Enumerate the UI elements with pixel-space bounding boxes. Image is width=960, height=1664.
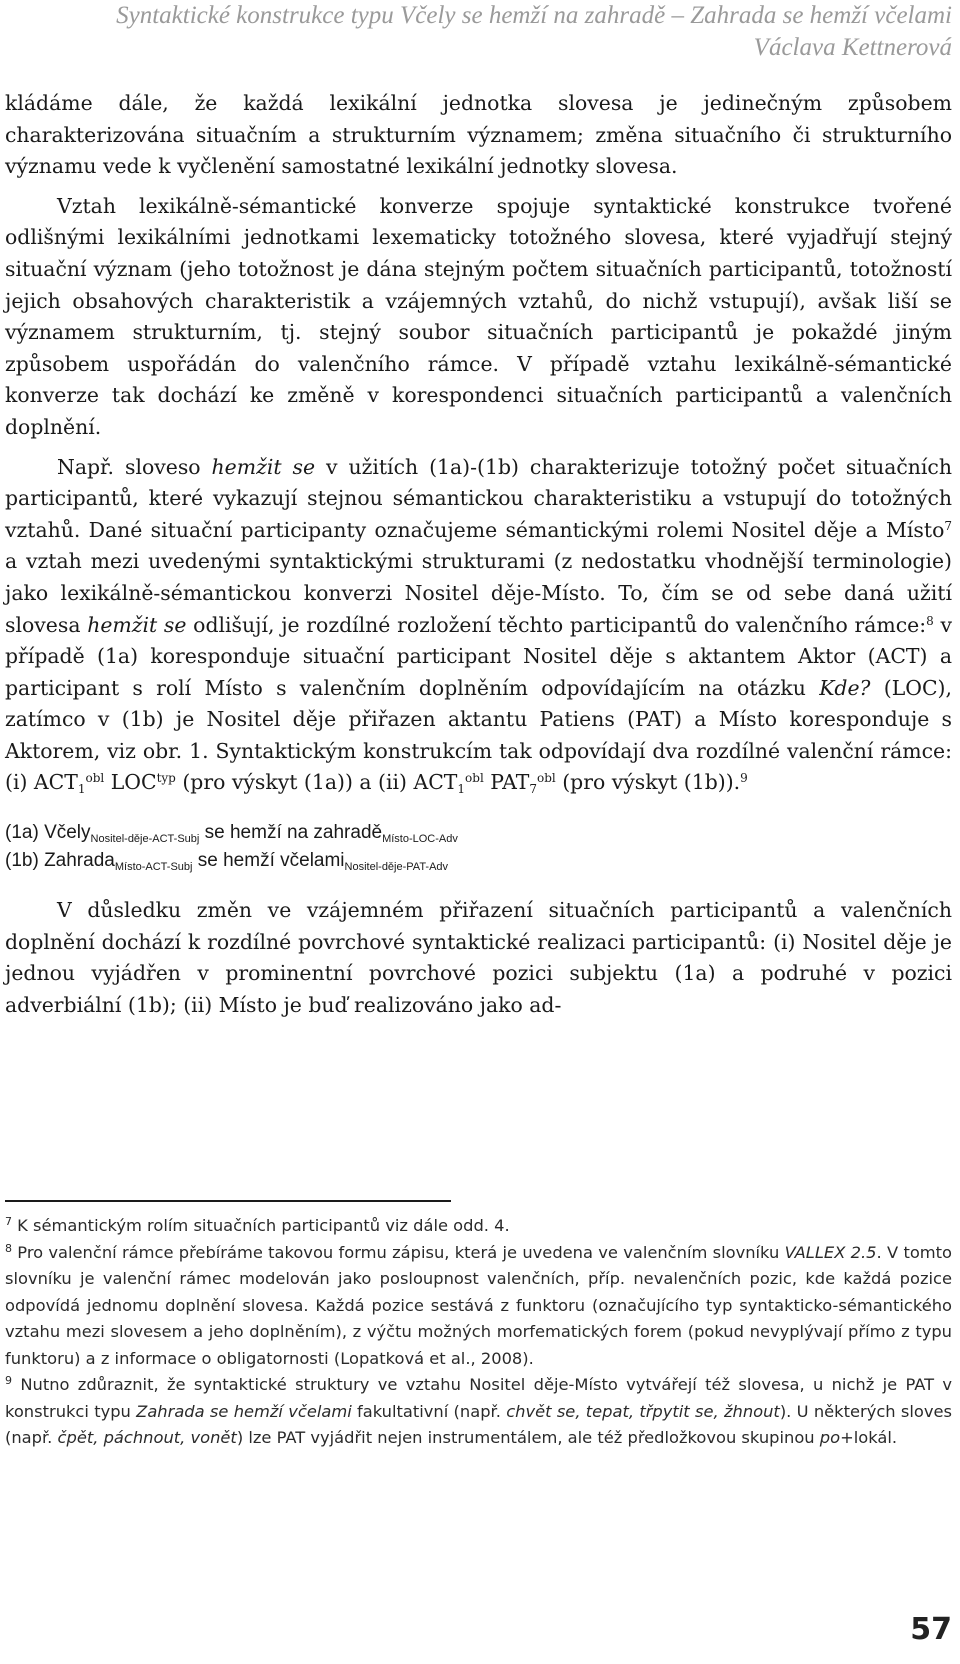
paragraph-3: Např. sloveso hemžit se v užitích (1a)-(1b) charakterizuje totožný počet situačních participantů, které vykazují stejnou sémantickou charakteristiku a vstupují do totožných vztahů. Dané situační participanty označujeme sémantickými rolemi Nositel děje a Místo$^7$ a vztah mezi uvedenými syntaktickými strukturami (z nedostatku vhodnější terminologie) jako lexikálně-sémantickou konverzi Nositel děje-Místo. To, čím se od sebe daná užití slovesa hemžit se odlišují, je rozdílné rozložení těchto participantů do valenčního rámce:$^8$ v případě (1a) koresponduje situační participant Nositel děje s aktantem Aktor (ACT) a participant s rolí Místo s valenčním doplněním odpovídajícím na otázku Kde? (LOC), zatímco v (1b) je Nositel děje přiřazen aktantu Patiens (PAT) a Místo koresponduje s Aktorem, viz obr. 1. Syntaktickým konstrukcím tak odpovídají dva rozdílné valenční rámce: (i) $ACT_1^{obl}$ $LOC^{typ}$ (pro výskyt (1a)) a (ii) $ACT_1^{obl}$ $PAT_7^{obl}$ (pro výskyt (1b)).$^9$ (5, 454, 952, 797)
example-1b: (1b) Zahrada$_{Místo-ACT-Subj}$ se hemží včelami$_{Nositel-děje-PAT-Adv}$ (5, 850, 449, 874)
footnote-7: $^7$ K sémantickým rolím situačních participantů viz dále odd. 4. (5, 1215, 510, 1235)
footnote-8: $^8$ Pro valenční rámce přebíráme takovou formu zápisu, která je uvedena ve valenčním slovníku VALLEX 2.5. V tomto slovníku je valenční rámec modelován jako posloupnost valenčních, příp. nevalenčních pozic, kde každá pozice odpovídá jednomu doplnění slovesa. Každá pozice sestává z funktoru (označujícího typ syntakticko-sémantického vztahu mezi slovesem a jeho doplněním), z výčtu možných morfematických forem (pokud nevyplývají přímo z typu funktoru) a z informace o obligatornosti (Lopatková et al., 2008). (5, 1241, 952, 1368)
footnotes (5, 1213, 952, 1452)
examples-block (5, 819, 952, 875)
running-header (116, 0, 952, 64)
footnote-9: $^9$ Nutno zdůraznit, že syntaktické struktury ve vztahu Nositel děje-Místo vytvářejí též slovesa, u nichž je PAT v konstrukci typu Zahrada se hemží včelami fakultativní (např. chvět se, tepat, třpytit se, žhnout). U některých sloves (např. čpět, páchnout, vonět) lze PAT vyjádřit nejen instrumentálem, ale též předložkovou skupinou po+lokál. (5, 1374, 953, 1447)
italic-term: hemžit se (211, 454, 316, 479)
example-1a: (1a) Včely$_{Nositel-děje-ACT-Subj}$ se hemží na zahradě$_{Místo-LOC-Adv}$ (5, 822, 458, 846)
footnote-ref-7[interactable]: 7 (944, 518, 952, 533)
italic-term: Kde? (819, 675, 871, 700)
footnote-separator (5, 1200, 451, 1202)
running-header-title: Syntaktické konstrukce typu Včely se hemží na zahradě – Zahrada se hemží včelami (116, 2, 952, 29)
footnote-ref-8[interactable]: 8 (926, 613, 934, 628)
footnote-ref-9[interactable]: 9 (740, 771, 748, 786)
paragraph-1: kládáme dále, že každá lexikální jednotka slovesa je jedinečným způsobem charakterizována situačním a strukturním významem; změna situačního či strukturního významu vede k vyčlenění samostatné lexikální jednotky slovesa. (5, 91, 952, 179)
page-number: 57 (910, 1612, 952, 1647)
running-header-author: Václava Kettnerová (753, 34, 952, 61)
paragraph-4: V důsledku změn ve vzájemném přiřazení situačních participantů a valenčních doplnění dochází k rozdílné povrchové syntaktické realizaci participantů: (i) Nositel děje je jednou vyjádřen v prominentní povrchové pozici subjektu (1a) a podruhé v pozici adverbiální (1b); (ii) Místo je buď realizováno jako ad- (5, 898, 952, 1017)
italic-term: hemžit se (87, 612, 187, 637)
paragraph-2: Vztah lexikálně-sémantické konverze spojuje syntaktické konstrukce tvořené odlišnými lexikálními jednotkami lexematicky totožného slovesa, které vyjadřují stejný situační význam (jeho totožnost je dána stejným počtem situačních participantů, totožností jejich obsahových charakteristik a vzájemných vztahů, do nichž vstupují), avšak liší se významem strukturním, tj. stejný soubor situačních participantů je pokaždé jiným způsobem uspořádán do valenčního rámce. V případě vztahu lexikálně-sémantické konverze tak dochází ke změně v korespondenci situačních participantů a valenčních doplnění. (5, 193, 952, 439)
main-text (5, 88, 952, 1021)
